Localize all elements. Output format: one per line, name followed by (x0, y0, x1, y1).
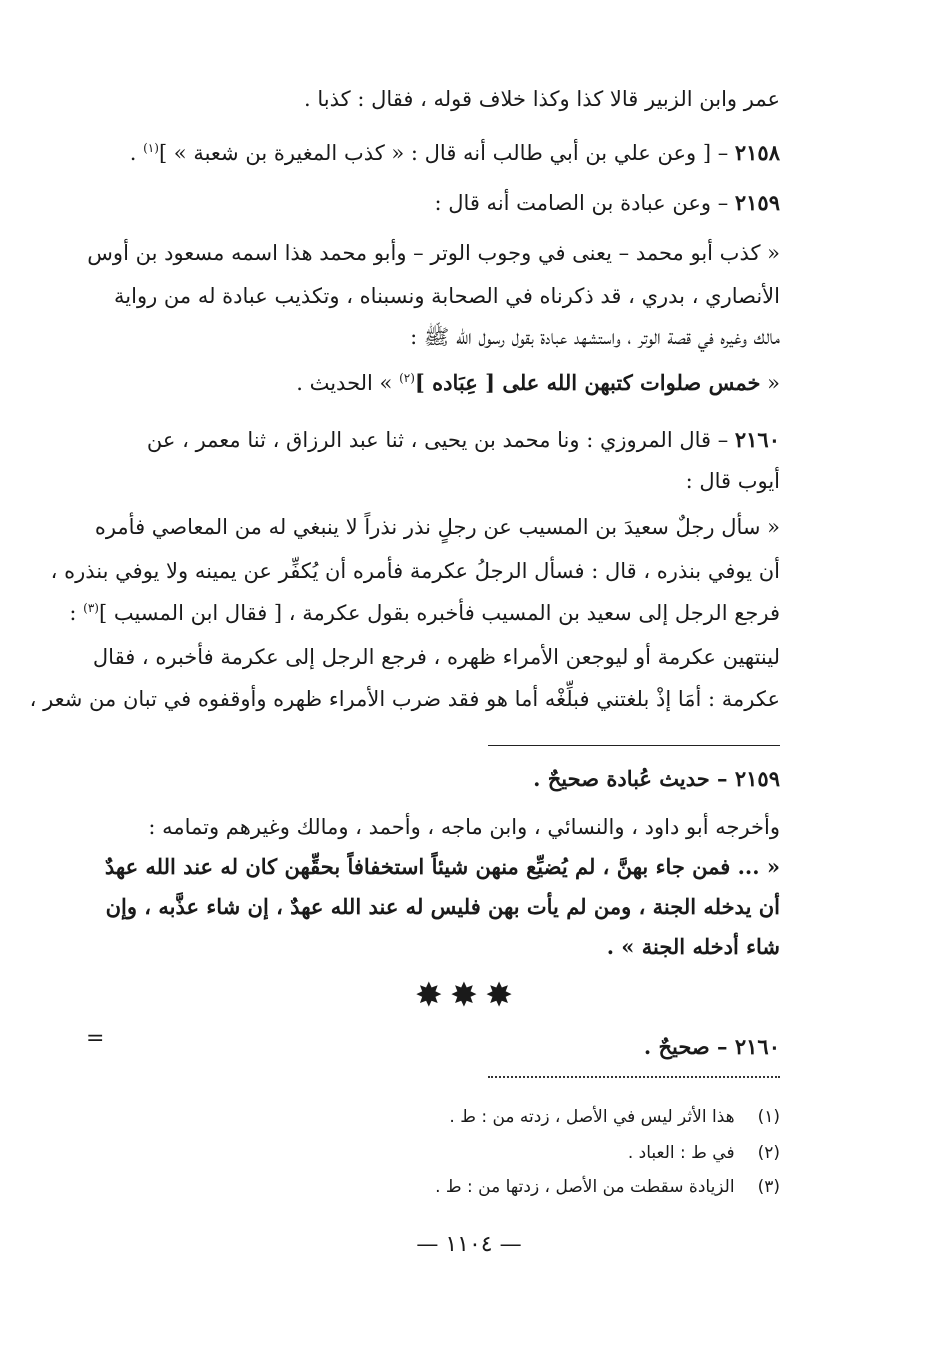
line-text: ٢١٦٠ – صحيحٌ . (643, 1034, 780, 1059)
hadith-number: ٢١٥٨ (734, 140, 780, 165)
line-text: عكرمة : أمَا إذْ بلغتني فبلِّغْه أما هو فقد ضرب الأمراء ظهره وأوقفوه في تبان من شعر ، (29, 687, 780, 711)
commentary-line-4 (152, 932, 780, 962)
hadith-2158 (129, 138, 780, 168)
footnote-mark: (٢) (757, 1143, 780, 1163)
line-text: » الحديث . (296, 371, 400, 395)
commentary-line-1 (148, 812, 780, 842)
story-line-4 (92, 642, 780, 672)
quote-line-1 (87, 238, 780, 268)
line-text: لينتهين عكرمة أو ليوجعن الأمراء ظهره ، فرجع الرجل إلى عكرمة فأخبره ، فقال (92, 645, 780, 669)
line-text: « ... فمن جاء بهنَّ ، لم يُضيِّع منهن شيئاً استخفافاً بحقِّهن كان له عند الله عهدٌ (104, 854, 780, 879)
story-line-1 (94, 512, 780, 542)
line-text: شاء أدخله الجنة » . (606, 934, 780, 959)
hadith-2159 (152, 188, 780, 218)
footnote-divider (488, 1076, 780, 1078)
hadith-2160-line-2 (152, 466, 780, 496)
line-text: الأنصاري ، بدري ، قد ذكرناه في الصحابة ونسبناه ، وتكذيب عبادة له من رواية (114, 284, 780, 308)
hadith-number: ٢١٥٩ (734, 190, 780, 215)
line-text: وأخرجه أبو داود ، والنسائي ، وابن ماجه ، وأحمد ، ومالك وغيرهم وتمامه : (148, 815, 780, 839)
footnote-mark: (٣) (757, 1177, 780, 1197)
footnote-3 (152, 1174, 780, 1200)
footnote-mark: (١) (757, 1107, 780, 1127)
footnote-text: في ط : العباد . (627, 1143, 735, 1163)
footnote-text: هذا الأثر ليس في الأصل ، زدته من : ط . (449, 1107, 735, 1127)
line-text: أن يوفي بنذره ، قال : فسأل الرجلُ عكرمة فأمره أن يُكفِّر عن يمينه ولا يوفي بنذره ، (50, 559, 780, 583)
footnote-1 (152, 1104, 780, 1130)
commentary-line-3 (105, 892, 780, 922)
hadith-number: ٢١٦٠ (734, 427, 780, 452)
quote-line-4 (152, 368, 780, 398)
footnote-ref-2[interactable]: (٢) (399, 371, 415, 385)
footnote-ref-3[interactable]: (٣) (83, 601, 99, 615)
story-line-5 (29, 684, 780, 714)
line-text: « كذب أبو محمد – يعنى في وجوب الوتر – وأبو محمد هذا اسمه مسعود بن أوس (87, 241, 780, 265)
hadith-quote-bold: خمس صلوات كتبهن الله على [ عِبَاده ] (414, 370, 761, 395)
star-separator-icon: ✸✸✸ (416, 978, 522, 1013)
line-text: « سأل رجلٌ سعيدَ بن المسيب عن رجلٍ نذر نذراً لا ينبغي له من المعاصي فأمره (94, 515, 780, 539)
footnote-text: الزيادة سقطت من الأصل ، زدتها من : ط . (435, 1177, 735, 1197)
commentary-2160-heading (152, 1032, 780, 1062)
page-number: — ١١٠٤ — (416, 1232, 522, 1257)
line-text: مالك وغيره في قصة الوتر ، واستشهد عبادة بقول رسول الله ﷺ : (410, 325, 780, 349)
punct: . (129, 141, 144, 165)
line-text: أيوب قال : (685, 469, 780, 493)
section-divider (488, 745, 780, 746)
line-text: ٢١٥٩ – حديث عُبادة صحيحٌ . (533, 766, 780, 791)
story-line-2 (50, 556, 780, 586)
line-text: فرجع الرجل إلى سعيد بن المسيب فأخبره بقول عكرمة ، [ فقال ابن المسيب ] (98, 601, 780, 625)
punct: : (69, 601, 84, 625)
line-text: أن يدخله الجنة ، ومن لم يأت بهن فليس له عند الله عهدٌ ، إن شاء عذَّبه ، وإن (105, 894, 780, 919)
line-text: عمر وابن الزبير قالا كذا وكذا خلاف قوله ، فقال : كذبا . (304, 87, 780, 111)
footnote-ref-1[interactable]: (١) (143, 141, 159, 155)
quote-line-2 (114, 281, 780, 311)
hadith-text: – قال المروزي : ونا محمد بن يحيى ، ثنا عبد الرزاق ، ثنا معمر ، عن (146, 428, 735, 452)
hadith-text: – وعن عبادة بن الصامت أنه قال : (434, 191, 735, 215)
quote-line-3 (152, 322, 780, 352)
continuation-mark: = (86, 1026, 105, 1051)
footnote-2 (152, 1140, 780, 1166)
story-line-3 (69, 598, 780, 628)
text-line-1 (152, 84, 780, 114)
hadith-text: – [ وعن علي بن أبي طالب أنه قال : « كذب المغيرة بن شعبة » ] (158, 141, 735, 165)
hadith-2160 (146, 425, 780, 455)
commentary-2159-heading (152, 764, 780, 794)
quote-open: « (760, 371, 780, 395)
commentary-line-2 (104, 852, 780, 882)
